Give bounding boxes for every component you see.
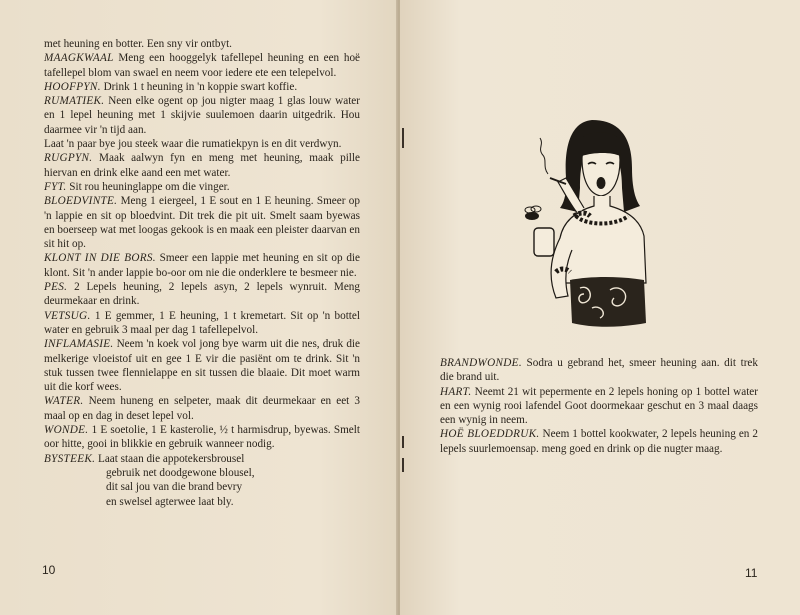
remedy-text: Neem 'n koek vol jong bye warm uit die nes, druk die melkerige vloeistof uit en gee 1 E vir die pasiënt om te drink. Sit 'n stuk tussen twee flennielappe en sit tussen die blaaie. Dit moet warm uit die korf wees. bbox=[44, 338, 360, 394]
remedy-text: Meng een hooggelyk tafellepel heuning en een hoë tafellepel blom van swael en neem voor iedere ete een telepelvol. bbox=[44, 52, 360, 79]
remedy-text: Laat staan die appotekersbrousel bbox=[95, 452, 245, 465]
remedy-title: KLONT IN DIE BORS. bbox=[44, 252, 156, 265]
remedy-title: BRANDWONDE. bbox=[440, 357, 522, 369]
remedy-title: WONDE. bbox=[44, 424, 89, 437]
remedy-text: 1 E soetolie, 1 E kasterolie, ½ t harmisdrup, byewas. Smelt oor hitte, gooi in blikkie en gebruik wanneer nodig. bbox=[44, 424, 360, 451]
page-number-right: 11 bbox=[745, 566, 758, 580]
remedy-paragraph bbox=[44, 37, 360, 51]
print-mark bbox=[402, 128, 404, 148]
remedy-paragraph bbox=[44, 280, 360, 309]
remedy-text: Neem 1 bottel kookwater, 2 lepels heuning en 2 lepels suurlemoensap. meng goed en drink op die nugter maag. bbox=[440, 428, 758, 455]
remedy-title: FYT. bbox=[44, 180, 67, 193]
remedy-paragraph bbox=[44, 194, 360, 251]
remedy-paragraph bbox=[44, 452, 360, 466]
remedy-title: HART. bbox=[440, 385, 472, 398]
remedy-paragraph bbox=[440, 385, 758, 428]
remedy-title: VETSUG. bbox=[44, 309, 91, 322]
remedy-text: Neen elke ogent op jou nigter maag 1 glas louw water en 1 lepel heuning met 1 skijvie suulemoen daarin uitgedrik. Hou daarmee vir 'n tijd aan. bbox=[44, 95, 360, 136]
remedy-paragraph bbox=[44, 309, 360, 338]
remedy-title: INFLAMASIE. bbox=[44, 338, 114, 351]
right-page bbox=[400, 0, 800, 615]
verse-line: dit sal jou van die brand bevry bbox=[106, 481, 243, 494]
remedy-title: RUMATIEK. bbox=[44, 95, 105, 108]
remedy-paragraph bbox=[44, 180, 360, 194]
remedy-title: HOOFPYN. bbox=[44, 80, 101, 93]
remedy-paragraph bbox=[44, 423, 360, 452]
remedy-paragraph bbox=[44, 251, 360, 280]
woman-smoking-illustration bbox=[520, 108, 690, 333]
verse-line: gebruik net doodgewone blousel, bbox=[106, 466, 255, 479]
remedy-title: RUGPYN. bbox=[44, 152, 93, 165]
remedy-text: Sit rou heuninglappe om die vinger. bbox=[66, 180, 230, 193]
remedy-text: Neem huneng en selpeter, maak dit deurmekaar en eet 3 maal op en dag in deset lepel vol. bbox=[44, 395, 360, 422]
print-mark bbox=[402, 458, 404, 472]
remedy-text: Neemt 21 wit pepermente en 2 lepels honing op 1 bottel water en een wynig rooi lafendel Goot doormekaar geschut en 3 maal daags een wynig in neem. bbox=[440, 385, 758, 427]
remedy-title: HOË BLOEDDRUK. bbox=[440, 428, 540, 441]
remedy-text: Meng 1 eiergeel, 1 E sout en 1 E heuning. Smeer op 'n lappie en sit op bloedvint. Dit trek die pit uit. Smelt saam byewas en boerseep wat met loogas gekook is en maak een pleister daarvan en sit hit op. bbox=[44, 195, 360, 251]
bee-icon bbox=[525, 206, 541, 220]
remedy-text: 1 E gemmer, 1 E heuning, 1 t kremetart. Sit op 'n bottel water en gebruik 3 maal per dag 1 tafellepelvol. bbox=[44, 309, 360, 336]
left-page-text bbox=[44, 37, 360, 509]
remedy-text: Maak aalwyn fyn en meng met heuning, maak pille hiervan en drink elke aand een met water. bbox=[44, 152, 360, 179]
right-page-text bbox=[440, 356, 758, 456]
remedy-paragraph bbox=[44, 151, 360, 180]
left-page bbox=[0, 0, 398, 615]
remedy-title: PES. bbox=[44, 281, 68, 294]
remedy-paragraph bbox=[440, 356, 758, 385]
remedy-text: Sodra u gebrand het, smeer heuning aan. dit trek die brand uit. bbox=[440, 357, 758, 384]
remedy-title: WATER. bbox=[44, 395, 84, 408]
remedy-title: BYSTEEK. bbox=[44, 452, 96, 465]
remedy-text: Drink 1 t heuning in 'n koppie swart koffie. bbox=[100, 80, 298, 93]
page-number-left: 10 bbox=[42, 563, 56, 577]
remedy-text: 2 Lepels heuning, 2 lepels asyn, 2 lepels wynruit. Meng deurmekaar en drink. bbox=[44, 281, 360, 308]
remedy-paragraph bbox=[44, 337, 360, 394]
remedy-title: BLOEDVINTE. bbox=[44, 195, 118, 208]
remedy-paragraph bbox=[44, 94, 360, 137]
print-mark bbox=[402, 436, 404, 448]
remedy-paragraph bbox=[440, 427, 758, 456]
remedy-paragraph bbox=[44, 394, 360, 423]
verse-line: en swelsel agterwee laat bly. bbox=[106, 495, 234, 508]
remedy-text: met heuning en botter. Een sny vir ontbyt. bbox=[44, 38, 232, 50]
remedy-text: Smeer een lappie met heuning en sit op die klont. Sit 'n ander lappie bo-oor om nie die onderklere te besmeer nie. bbox=[44, 252, 361, 279]
remedy-title: MAAGKWAAL bbox=[44, 52, 114, 65]
remedy-paragraph bbox=[44, 51, 360, 80]
remedy-paragraph bbox=[44, 137, 360, 151]
remedy-text: Laat 'n paar bye jou steek waar die rumatiekpyn is en dit verdwyn. bbox=[44, 138, 342, 151]
remedy-paragraph bbox=[44, 80, 360, 94]
